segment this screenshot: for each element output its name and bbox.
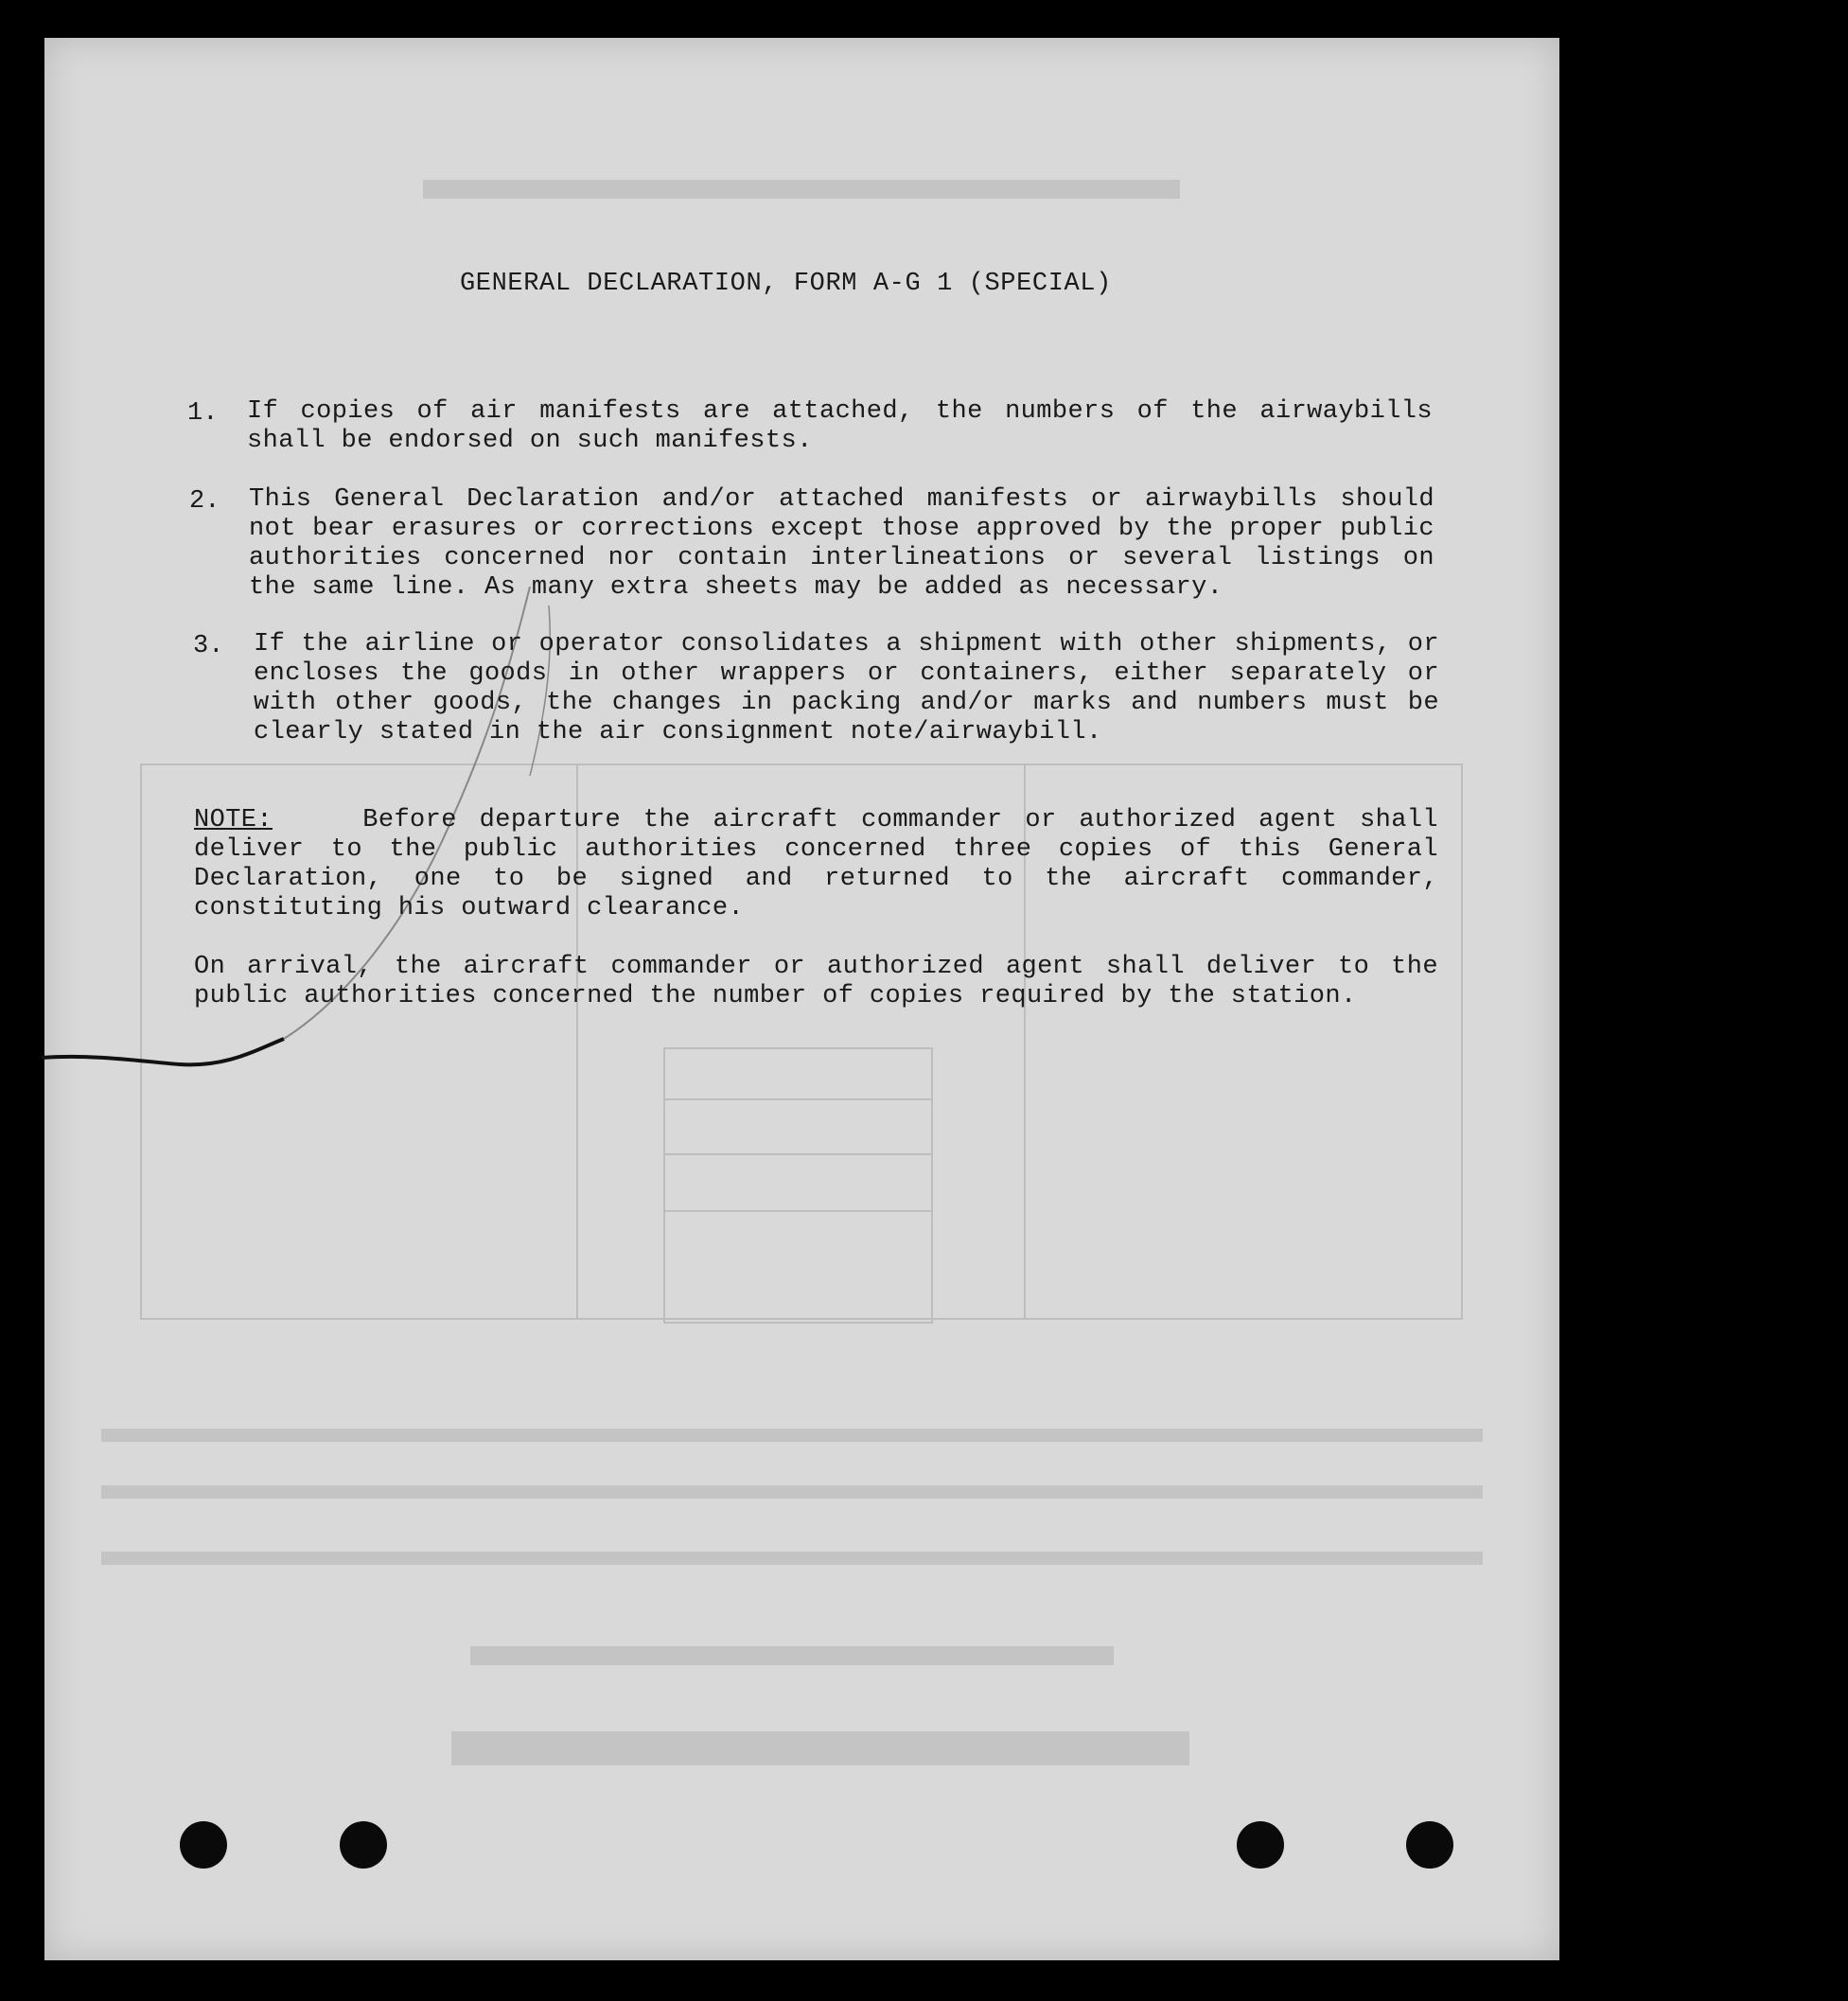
note-paragraph — [194, 806, 1438, 923]
arrival-paragraph: On arrival, the aircraft commander or authorized agent shall deliver to the public authorities concerned the number of copies required by the station. — [194, 953, 1438, 1010]
item-text: If the airline or operator consolidates a shipment with other shipments, or encloses the goods in other wrappers or containers, either separately or with other goods, the changes in packing and/or marks and numbers must be clearly stated in the air consignment note/airwaybill. — [254, 630, 1439, 746]
note-label: NOTE: — [194, 806, 273, 834]
punch-hole — [1237, 1821, 1284, 1869]
punch-hole — [180, 1821, 227, 1869]
item-text: If copies of air manifests are attached, the numbers of the airwaybills shall be endorsed on such manifests. — [247, 397, 1433, 455]
punch-hole — [1406, 1821, 1453, 1869]
item-number: 1. — [187, 399, 219, 428]
item-number: 3. — [193, 632, 224, 660]
document-title: GENERAL DECLARATION, FORM A-G 1 (SPECIAL) — [460, 270, 1112, 298]
note-text: Before departure the aircraft commander or authorized agent shall deliver to the public authorities concerned three copies of this General Declaration, one to be signed and returned to the aircraft commander, constituting his outward clearance. — [194, 806, 1438, 922]
item-text: This General Declaration and/or attached manifests or airwaybills should not bear erasures or corrections except those approved by the proper public authorities concerned nor contain interlineations or several listings on the same line. As many extra sheets may be added as necessary. — [249, 485, 1434, 602]
item-number: 2. — [189, 487, 220, 516]
punch-hole — [340, 1821, 387, 1869]
